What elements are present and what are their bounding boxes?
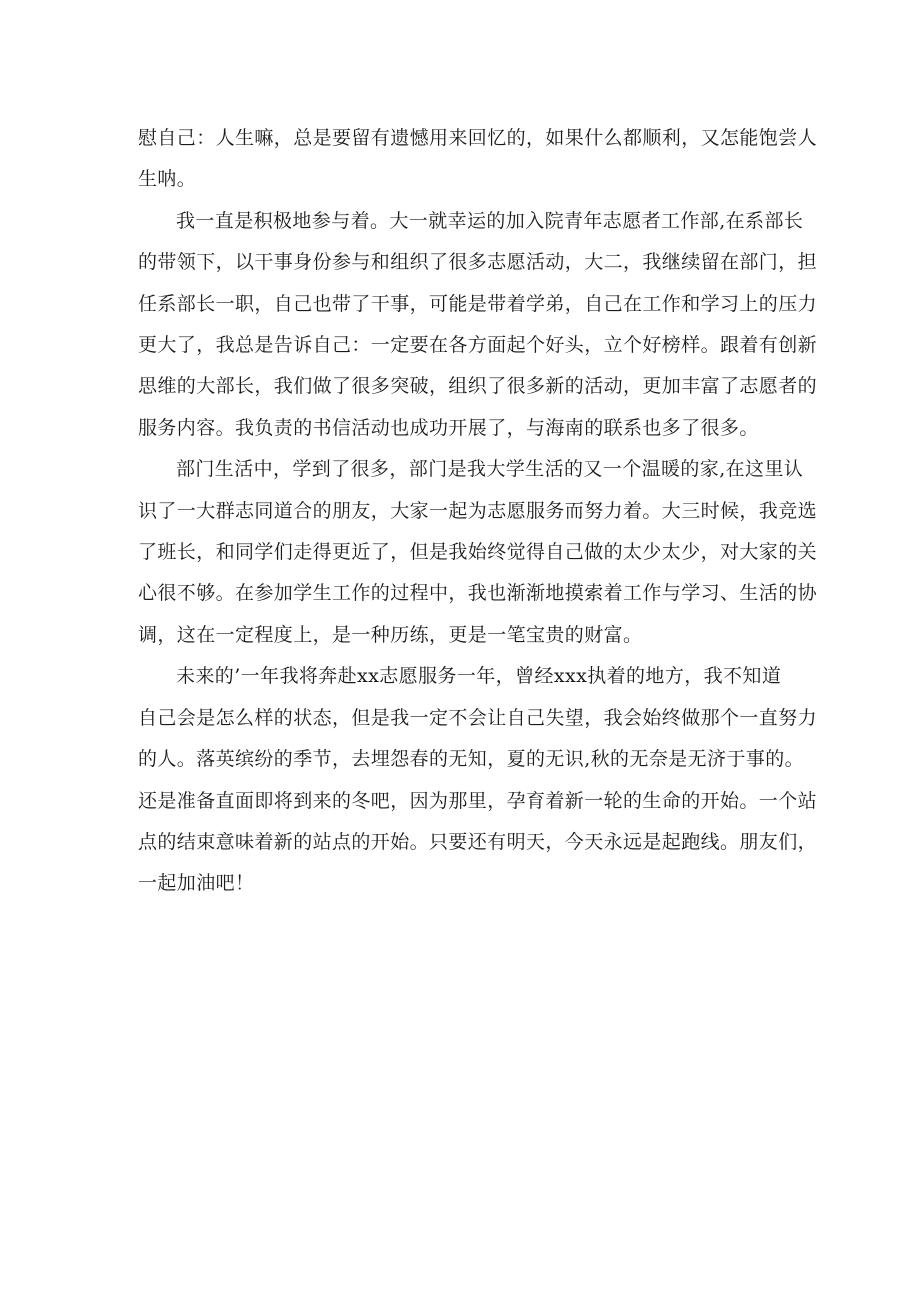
paragraph-2 bbox=[138, 201, 818, 449]
text-line: 思维的大部长，我们做了很多突破，组织了很多新的活动，更加丰富了志愿者的 bbox=[138, 375, 818, 398]
text-line: 点的结束意味着新的站点的开始。只要还有明天，今天永远是起跑线。朋友们， bbox=[138, 830, 818, 853]
text-line: 识了一大群志同道合的朋友，大家一起为志愿服务而努力着。大三时候，我竞选 bbox=[138, 499, 818, 522]
paragraph-3 bbox=[138, 449, 818, 656]
text-line: 慰自己：人生嘛，总是要留有遗憾用来回忆的，如果什么都顺利，又怎能饱尝人 bbox=[138, 127, 818, 149]
paragraph-4 bbox=[138, 656, 818, 904]
text-line: 我一直是积极地参与着。大一就幸运的加入院青年志愿者工作部,在系部长 bbox=[176, 209, 804, 232]
text-line: 部门生活中，学到了很多，部门是我大学生活的又一个温暖的家,在这里认 bbox=[176, 458, 804, 481]
text-line: 还是准备直面即将到来的冬吧，因为那里，孕育着新一轮的生命的开始。一个站 bbox=[138, 789, 818, 812]
text-line: 的人。落英缤纷的季节，去埋怨春的无知，夏的无识,秋的无奈是无济于事的。 bbox=[138, 748, 805, 771]
paragraph-1 bbox=[138, 118, 818, 201]
text-line: 调，这在一定程度上，是一种历练，更是一笔宝贵的财富。 bbox=[138, 623, 643, 646]
text-line: 未来的’一年我将奔赴xx志愿服务一年，曾经xxx执着的地方，我不知道 bbox=[176, 665, 782, 688]
document-body bbox=[138, 118, 818, 905]
text-line: 一起加油吧！ bbox=[138, 872, 255, 895]
text-line: 服务内容。我负责的书信活动也成功开展了，与海南的联系也多了很多。 bbox=[138, 416, 759, 439]
text-line: 心很不够。在参加学生工作的过程中，我也渐渐地摸索着工作与学习、生活的协 bbox=[138, 582, 818, 605]
text-line: 的带领下，以干事身份参与和组织了很多志愿活动，大二，我继续留在部门，担 bbox=[138, 251, 818, 274]
text-line: 任系部长一职，自己也带了干事，可能是带着学弟，自己在工作和学习上的压力 bbox=[138, 292, 818, 315]
text-line: 了班长，和同学们走得更近了，但是我始终觉得自己做的太少太少，对大家的关 bbox=[138, 541, 818, 564]
text-line: 自己会是怎么样的状态，但是我一定不会让自己失望，我会始终做那个一直努力 bbox=[138, 706, 818, 729]
text-line: 生呐。 bbox=[138, 168, 197, 191]
text-line: 更大了，我总是告诉自己：一定要在各方面起个好头，立个好榜样。跟着有创新 bbox=[138, 334, 818, 357]
